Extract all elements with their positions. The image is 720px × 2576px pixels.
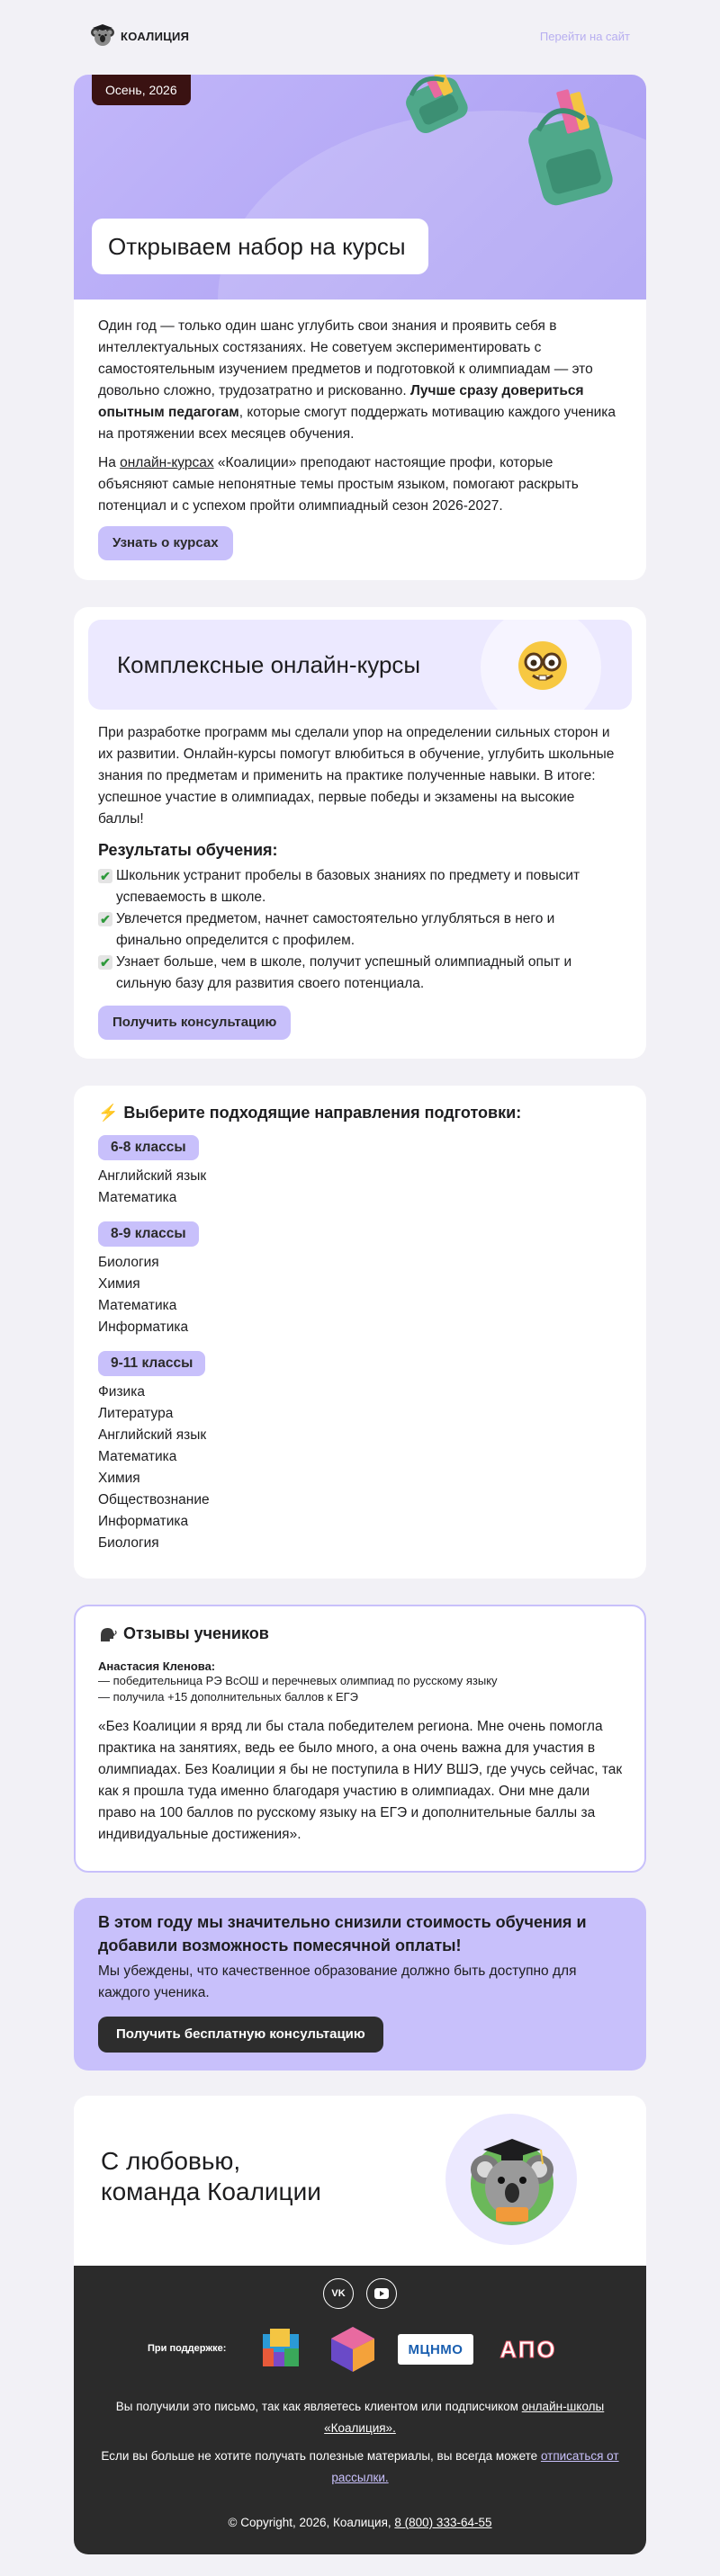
subject-item: Математика <box>98 1298 177 1313</box>
get-consultation-button[interactable]: Получить консультацию <box>98 1006 291 1040</box>
subscription-notice <box>92 2396 628 2439</box>
reviews-card <box>74 1605 646 1873</box>
subject-item: Английский язык <box>98 1427 207 1443</box>
signature-block <box>74 2096 646 2266</box>
result-item <box>98 952 624 995</box>
email-header <box>90 22 630 50</box>
free-consultation-button[interactable]: Получить бесплатную консультацию <box>98 2017 383 2053</box>
season-badge: Осень, 2026 <box>92 75 191 105</box>
subject-item: Информатика <box>98 1319 189 1335</box>
result-text: Школьник устранит пробелы в базовых знаниях по предмету и повысит успеваемость в школе. <box>116 868 580 905</box>
intro-paragraph <box>98 316 624 445</box>
brand-name: КОАЛИЦИЯ <box>121 29 190 43</box>
results-title: Результаты обучения: <box>98 841 278 859</box>
koala-logo-icon <box>90 23 115 49</box>
youtube-icon[interactable] <box>366 2278 397 2309</box>
go-to-site-link[interactable]: Перейти на сайт <box>539 29 630 43</box>
social-links <box>74 2278 646 2309</box>
subject-item: Химия <box>98 1276 140 1292</box>
reviews-title <box>98 1624 624 1643</box>
grade-badge: 9-11 классы <box>98 1351 205 1376</box>
intro-text-part: , которые смогут поддержать мотивацию каждого ученика на протяжении всех месяцев обучения. <box>98 405 616 442</box>
lightning-icon: ⚡ <box>98 1104 119 1122</box>
intro-text-part: Один год — только один шанс углубить свои знания и проявить себя в интеллектуальных состязаниях. Не советуем экспериментировать с самостоятельным изучением предметов и подготовкой к олимпиадам — это довольно сложно, трудозатратно и рискованно. <box>98 318 593 398</box>
checkmark-icon: ✔ <box>98 955 112 970</box>
school-bag-illustration-icon <box>506 84 632 210</box>
directions-card <box>74 1086 646 1579</box>
result-text: Узнает больше, чем в школе, получит успешный олимпиадный опыт и сильную базу для развития своего потенциала. <box>116 954 572 991</box>
subject-item: Математика <box>98 1190 177 1205</box>
unsubscribe-link[interactable]: отписаться от рассылки. <box>331 2449 619 2484</box>
subject-item: Биология <box>98 1535 159 1551</box>
complex-courses-card <box>74 607 646 1059</box>
result-item <box>98 865 624 908</box>
result-text: Увлечется предметом, начнет самостоятельно углубляться в него и финально определится с профилем. <box>116 911 555 948</box>
nerd-face-icon <box>517 640 569 692</box>
grade-badge: 8-9 классы <box>98 1221 199 1247</box>
courses-announcement-card <box>74 75 646 580</box>
koala-mascot-icon <box>456 2123 568 2234</box>
checkmark-icon: ✔ <box>98 912 112 926</box>
youtube-play-icon <box>374 2288 389 2299</box>
email-footer <box>74 2266 646 2554</box>
vk-icon[interactable]: VK <box>323 2278 354 2309</box>
learn-about-courses-button[interactable]: Узнать о курсах <box>98 526 233 560</box>
subject-item: Химия <box>98 1471 140 1486</box>
reviewer-achievement: — получила +15 дополнительных баллов к ЕГЭ <box>98 1690 359 1704</box>
complex-courses-banner <box>88 620 632 710</box>
signature-line: команда Коалиции <box>101 2178 321 2205</box>
partner-mcnmo-text: МЦНМО <box>408 2341 464 2357</box>
online-courses-link[interactable]: онлайн-курсах <box>120 455 214 470</box>
phone-link[interactable]: 8 (800) 333-64-55 <box>394 2516 492 2529</box>
copyright-text: © Copyright, 2026, Коалиция, <box>228 2516 395 2529</box>
partner-cube-logo-icon <box>257 2325 308 2372</box>
backpack-illustration-icon <box>384 75 492 147</box>
result-item <box>98 908 624 952</box>
announcement-text <box>98 316 624 517</box>
online-school-link[interactable]: онлайн-школы «Коалиция». <box>324 2400 605 2435</box>
teachers-text-part: На <box>98 455 121 470</box>
subscription-notice-text: Вы получили это письмо, так как являетесь клиентом или подписчиком <box>115 2400 522 2413</box>
directions-content <box>98 1104 624 1554</box>
price-reduction-content <box>98 1910 624 2053</box>
partner-mcnmo-logo <box>398 2334 473 2365</box>
partner-apo-text: АПО <box>500 2335 557 2363</box>
subject-item: Английский язык <box>98 1168 207 1184</box>
subject-item: Информатика <box>98 1514 189 1529</box>
unsubscribe-notice-text: Если вы больше не хотите получать полезные материалы, вы всегда можете <box>101 2449 541 2463</box>
price-reduction-card <box>74 1898 646 2071</box>
review-quote: «Без Коалиции я вряд ли бы стала победителем региона. Мне очень помогла практика на занятиях, ведь ее было много, а она очень важна для участия в олимпиадах. Без Коалиции я бы не поступила в НИУ ВШЭ, где учусь сейчас, так как я прошла туда именно благодаря участию в олимпиадах. Они мне дали право на 100 баллов по русскому языку на ЕГЭ и дополнительные баллы за индивидуальные достижения». <box>98 1719 623 1842</box>
unsubscribe-notice <box>92 2446 628 2489</box>
checkmark-icon: ✔ <box>98 869 112 883</box>
grade-badge: 6-8 классы <box>98 1135 199 1160</box>
intro-bold-text: Лучше сразу довериться опытным педагогам <box>98 383 584 420</box>
speaking-head-icon <box>98 1625 118 1643</box>
copyright <box>92 2512 628 2534</box>
complex-courses-intro: При разработке программ мы сделали упор на определении сильных сторон и их развитии. Онлайн-курсы помогут влюбиться в обучение, углубить школьные знания по предметам и применить на практике полученные навыки. В итоге: успешное участие в олимпиадах, первые победы и экзамены на высокие баллы! <box>98 725 615 827</box>
reviews-title-text: Отзывы учеников <box>123 1624 269 1642</box>
hero-banner <box>74 75 646 300</box>
partner-hexagon-logo-icon <box>328 2325 378 2374</box>
subject-item: Обществознание <box>98 1492 210 1507</box>
hero-title: Открываем набор на курсы <box>92 219 428 274</box>
teachers-text-part: «Коалиции» преподают настоящие профи, которые объясняют самые непонятные темы простым языком, помогают раскрыть потенциал и с успехом пройти олимпиадный сезон 2026-2027. <box>98 455 579 514</box>
subject-item: Физика <box>98 1384 145 1400</box>
reviewer-name: Анастасия Кленова: <box>98 1659 216 1673</box>
brand-logo[interactable] <box>90 23 189 49</box>
signature-text <box>101 2146 321 2207</box>
signature-line: С любовью, <box>101 2147 241 2175</box>
complex-courses-body <box>98 722 624 995</box>
review-content <box>98 1624 624 1846</box>
price-reduction-text: Мы убеждены, что качественное образование должно быть доступно для каждого ученика. <box>98 1963 577 2000</box>
partner-apo-logo <box>490 2334 567 2365</box>
teachers-paragraph <box>98 452 624 517</box>
partners-label: При поддержке: <box>148 2343 227 2354</box>
price-reduction-title: В этом году мы значительно снизили стоимость обучения и добавили возможность помесячной оплаты! <box>98 1913 587 1954</box>
directions-title-text: Выберите подходящие направления подготовки: <box>123 1104 522 1122</box>
complex-courses-title: Комплексные онлайн-курсы <box>117 651 421 678</box>
directions-title <box>98 1104 624 1123</box>
signature-footer-card <box>74 2096 646 2554</box>
reviewer-achievement: — победительница РЭ ВсОШ и перечневых олимпиад по русскому языку <box>98 1674 498 1687</box>
subject-item: Биология <box>98 1255 159 1270</box>
subject-item: Литература <box>98 1406 174 1421</box>
subject-item: Математика <box>98 1449 177 1464</box>
